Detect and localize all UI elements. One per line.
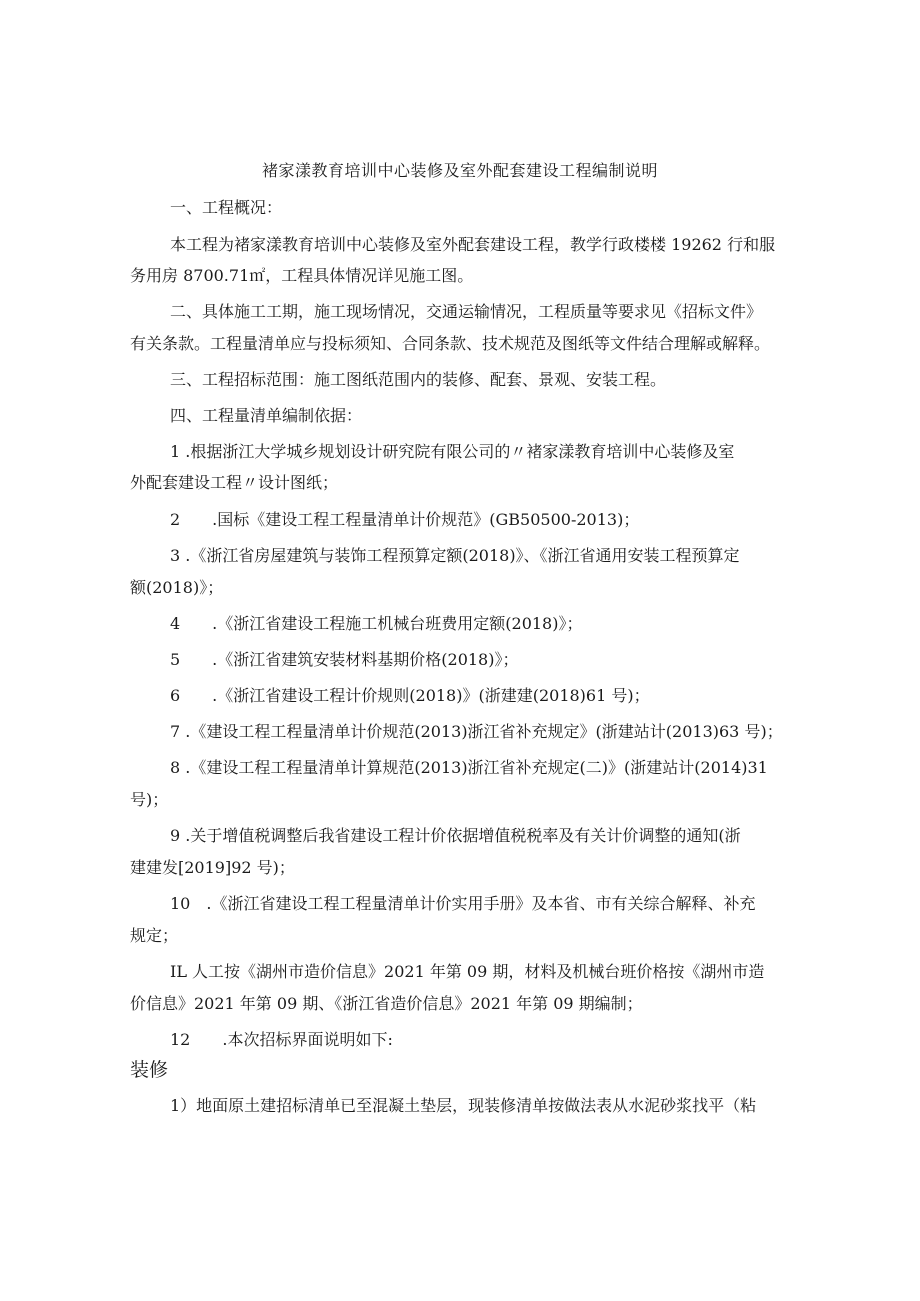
paragraph-line: 一、工程概况： — [170, 198, 283, 217]
paragraph-line: 9 .关于增值税调整后我省建设工程计价依据增值税税率及有关计价调整的通知(浙 — [170, 826, 741, 845]
paragraph-line: 价信息》2021 年第 09 期、《浙江省造价信息》2021 年第 09 期编制； — [130, 994, 643, 1013]
paragraph-line: 务用房 8700.71㎡，工程具体情况详见施工图。 — [130, 266, 474, 285]
paragraph-line: 额(2018)》； — [130, 578, 224, 597]
paragraph-line: 1 .根据浙江大学城乡规划设计研究院有限公司的〃褚家漾教育培训中心装修及室 — [170, 442, 735, 461]
paragraph-line: 规定； — [130, 926, 179, 945]
paragraph-line: 本工程为褚家漾教育培训中心装修及室外配套建设工程，教学行政楼楼 19262 行和服 — [170, 235, 776, 254]
paragraph-line: 建建发[2019]92 号)； — [130, 858, 295, 877]
paragraph-line: 10 .《浙江省建设工程工程量清单计价实用手册》及本省、市有关综合解释、补充 — [170, 894, 756, 913]
paragraph-line: 3 .《浙江省房屋建筑与装饰工程预算定额(2018)》、《浙江省通用安装工程预算定 — [170, 546, 740, 565]
paragraph-line: 四、工程量清单编制依据： — [170, 406, 363, 425]
paragraph-line: 号)； — [130, 790, 169, 809]
paragraph-line: 4 .《浙江省建设工程施工机械台班费用定额(2018)》； — [170, 614, 583, 633]
paragraph-line: 7 .《建设工程工程量清单计价规范(2013)浙江省补充规定》(浙建站计(2013)63 号)； — [170, 722, 783, 741]
paragraph-line: 外配套建设工程〃设计图纸； — [130, 473, 339, 492]
paragraph-line: IL 人工按《湖州市造价信息》2021 年第 09 期，材料及机械台班价格按《湖州市造 — [170, 962, 765, 981]
paragraph-line: 二、具体施工工期，施工现场情况，交通运输情况，工程质量等要求见《招标文件》 — [170, 302, 763, 321]
paragraph-line: 8 .《建设工程工程量清单计算规范(2013)浙江省补充规定(二)》(浙建站计(2014)31 — [170, 758, 768, 777]
paragraph-line: 有关条款。工程量清单应与投标须知、合同条款、技术规范及图纸等文件结合理解或解释。 — [130, 334, 771, 353]
paragraph-line: 12 .本次招标界面说明如下: — [170, 1030, 393, 1049]
document-title: 褚家漾教育培训中心装修及室外配套建设工程编制说明 — [261, 161, 658, 180]
section-heading: 装修 — [130, 1059, 169, 1081]
paragraph-line: 6 .《浙江省建设工程计价规则(2018)》(浙建建(2018)61 号)； — [170, 686, 650, 705]
paragraph-line: 三、工程招标范围：施工图纸范围内的装修、配套、景观、安装工程。 — [170, 370, 667, 389]
paragraph-line: 5 .《浙江省建筑安装材料基期价格(2018)》； — [170, 650, 519, 669]
paragraph-line: 1）地面原土建招标清单已至混凝土垫层，现装修清单按做法表从水泥砂浆找平（粘 — [170, 1096, 757, 1115]
paragraph-line: 2 .国标《建设工程工程量清单计价规范》(GB50500-2013)； — [170, 510, 640, 529]
